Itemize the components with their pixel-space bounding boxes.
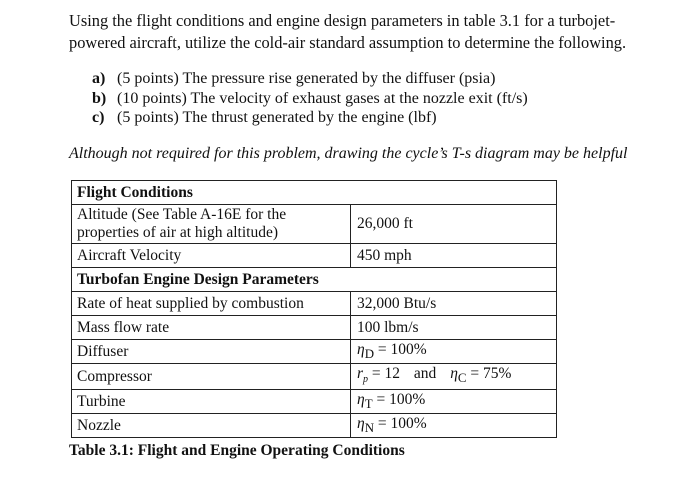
eta-symbol: η — [357, 391, 365, 409]
question-text: (5 points) The thrust generated by the engine (lbf) — [117, 109, 437, 126]
question-letter: b) — [92, 89, 107, 107]
hint-note: Although not required for this problem, drawing the cycle’s T-s diagram may be helpful — [69, 145, 628, 162]
flight-conditions-header: Flight Conditions — [72, 181, 557, 205]
heat-rate-label: Rate of heat supplied by combustion — [72, 292, 351, 316]
compressor-label: Compressor — [72, 364, 351, 390]
eta-subscript: N — [364, 420, 375, 436]
altitude-label-line-1: Altitude (See Table A-16E for the — [77, 206, 287, 223]
eta-symbol: η — [357, 341, 365, 358]
eta-subscript: T — [364, 396, 373, 412]
turbine-efficiency-value: = 100% — [376, 391, 426, 409]
question-letter: a) — [92, 70, 106, 87]
question-item-c — [92, 108, 528, 128]
table-row — [72, 340, 557, 364]
table-row — [72, 292, 557, 316]
mass-flow-value: 100 lbm/s — [351, 316, 557, 340]
engine-parameters-header: Turbofan Engine Design Parameters — [72, 268, 557, 292]
diffuser-efficiency-value: = 100% — [377, 341, 427, 358]
table-row — [72, 316, 557, 340]
compressor-and: and — [413, 365, 437, 383]
compressor-parameters — [351, 364, 557, 390]
altitude-label — [72, 205, 351, 244]
table-row — [72, 181, 557, 205]
pressure-ratio-subscript: p — [363, 374, 369, 386]
question-text: (5 points) The pressure rise generated by the diffuser (psia) — [117, 70, 496, 87]
nozzle-efficiency — [351, 414, 557, 438]
intro-line-2: powered aircraft, utilize the cold-air standard assumption to determine the following. — [69, 33, 627, 52]
heat-rate-value: 32,000 Btu/s — [351, 292, 557, 316]
table-row — [72, 364, 557, 390]
altitude-value: 26,000 ft — [351, 205, 557, 244]
eta-subscript: D — [364, 346, 375, 362]
table-row — [72, 390, 557, 414]
question-item-a — [92, 69, 528, 89]
velocity-label: Aircraft Velocity — [72, 244, 351, 268]
nozzle-label: Nozzle — [72, 414, 351, 438]
table-row — [72, 244, 557, 268]
intro-line-1: Using the flight conditions and engine design parameters in table 3.1 for a turbojet- — [69, 11, 616, 30]
problem-intro — [69, 10, 669, 54]
question-letter: c) — [92, 109, 105, 126]
table-caption: Table 3.1: Flight and Engine Operating Conditions — [69, 442, 405, 459]
table-row — [72, 268, 557, 292]
eta-symbol: η — [357, 415, 365, 433]
nozzle-efficiency-value: = 100% — [377, 415, 427, 433]
table-row — [72, 205, 557, 244]
eta-symbol: η — [450, 365, 458, 383]
question-text: (10 points) The velocity of exhaust gases at the nozzle exit (ft/s) — [117, 89, 528, 107]
pressure-ratio-value: = 12 — [371, 365, 401, 383]
turbine-efficiency — [351, 390, 557, 414]
diffuser-label: Diffuser — [72, 340, 351, 364]
question-item-b — [92, 89, 528, 109]
conditions-table — [71, 180, 557, 438]
mass-flow-label: Mass flow rate — [72, 316, 351, 340]
velocity-value: 450 mph — [351, 244, 557, 268]
eta-subscript: C — [457, 370, 467, 386]
compressor-efficiency-value: = 75% — [470, 365, 512, 383]
table-row — [72, 414, 557, 438]
question-list — [92, 69, 528, 128]
altitude-label-line-2: properties of air at high altitude) — [77, 224, 279, 241]
diffuser-efficiency — [351, 340, 557, 364]
pressure-ratio-symbol: r — [357, 365, 364, 383]
turbine-label: Turbine — [72, 390, 351, 414]
